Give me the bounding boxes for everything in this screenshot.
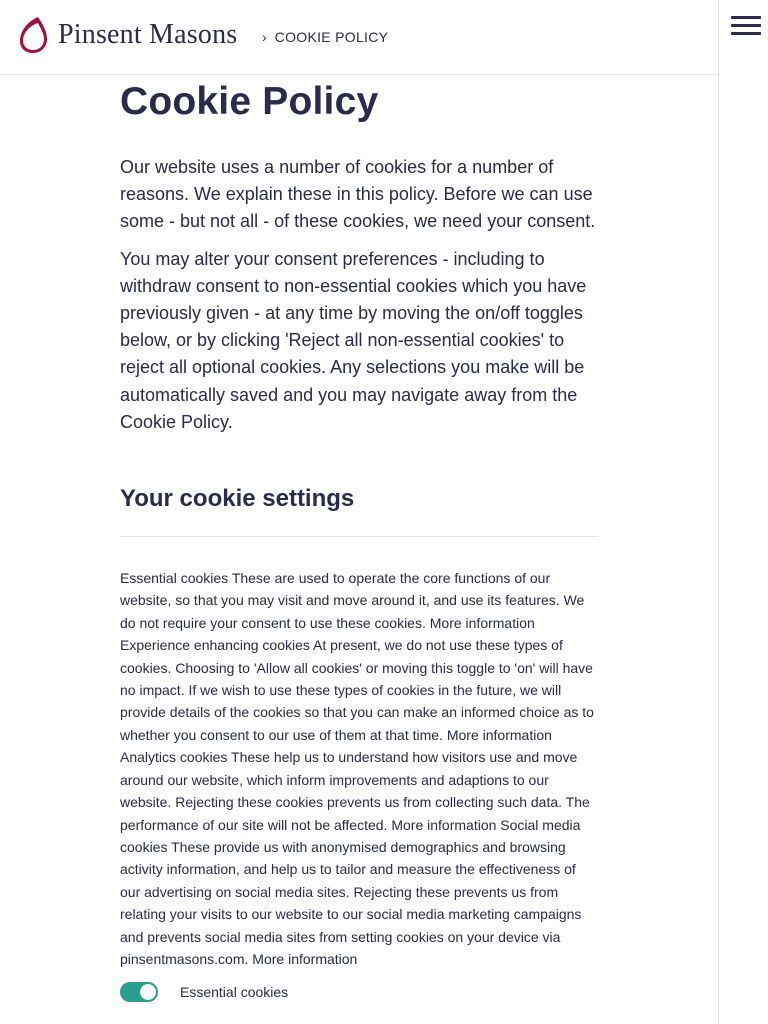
cookie-name: Analytics cookies [120,749,228,766]
cookie-descriptions [120,567,598,970]
pinsent-masons-logo-icon [16,15,50,55]
main-content [120,78,598,970]
cookie-description: These provide us with anonymised demographics and browsing activity information, and help us to tailor and measure the effectiveness of our advertising on social media sites. Rejecting these prevents us from relating your visits to our website to our social media marketing campaigns and prevents social media sites from setting cookies on your device via pinsentmasons.com. [120,838,582,967]
cookie-description: These help us to understand how visitors use and move around our website, which inform improvements and adaptions to our website. Rejecting these cookies prevents us from collecting such data. The performance of our site will not be affected. [120,749,590,833]
side-rail [718,0,768,1024]
essential-cookies-toggle[interactable] [120,982,158,1002]
more-information-link[interactable]: More information [391,816,497,833]
essential-cookies-toggle-row [120,982,288,1002]
intro-paragraph-2: You may alter your consent preferences - including to withdraw consent to non-essential cookies which you have previously given - at any time by moving the on/off toggles below, or by clicking 'Reject all non-essential cookies' to reject all optional cookies. Any selections you make will be automatically saved and you may navigate away from the Cookie Policy. [120,248,587,432]
toggle-knob [140,984,156,1000]
intro-text [120,154,598,436]
chevron-right-icon: › [262,29,267,45]
cookie-description: These are used to operate the core functions of our website, so that you may visit and move around it, and use its features. We do not require your consent to use these cookies. [120,570,585,631]
page-title: Cookie Policy [120,80,379,123]
settings-heading: Your cookie settings [120,485,355,513]
more-information-link[interactable]: More information [446,726,552,743]
more-information-link[interactable]: More information [429,614,535,631]
intro-paragraph-1: Our website uses a number of cookies for a number of reasons. We explain these in this policy. Before we can use some - but not all - of these cookies, we need your consent. [120,157,596,232]
cookie-name: Experience enhancing cookies [120,637,310,654]
more-information-link[interactable]: More information [252,950,358,967]
toggle-label: Essential cookies [180,984,289,1000]
logo-wordmark: Pinsent Masons [58,19,238,50]
divider [120,536,598,537]
hamburger-menu-icon[interactable] [729,14,761,38]
cookie-name: Social media cookies [120,816,581,855]
breadcrumb[interactable] [262,28,388,46]
site-logo[interactable] [16,15,237,55]
site-header [0,0,718,75]
cookie-name: Essential cookies [120,570,229,587]
cookie-description: At present, we do not use these types of cookies. Choosing to 'Allow all cookies' or moving this toggle to 'on' will have no impact. If we wish to use these types of cookies in the future, we will provide details of the cookies so that you can make an informed choice as to whether you consent to our use of them at that time. [120,637,594,743]
breadcrumb-current[interactable]: COOKIE POLICY [274,29,389,45]
